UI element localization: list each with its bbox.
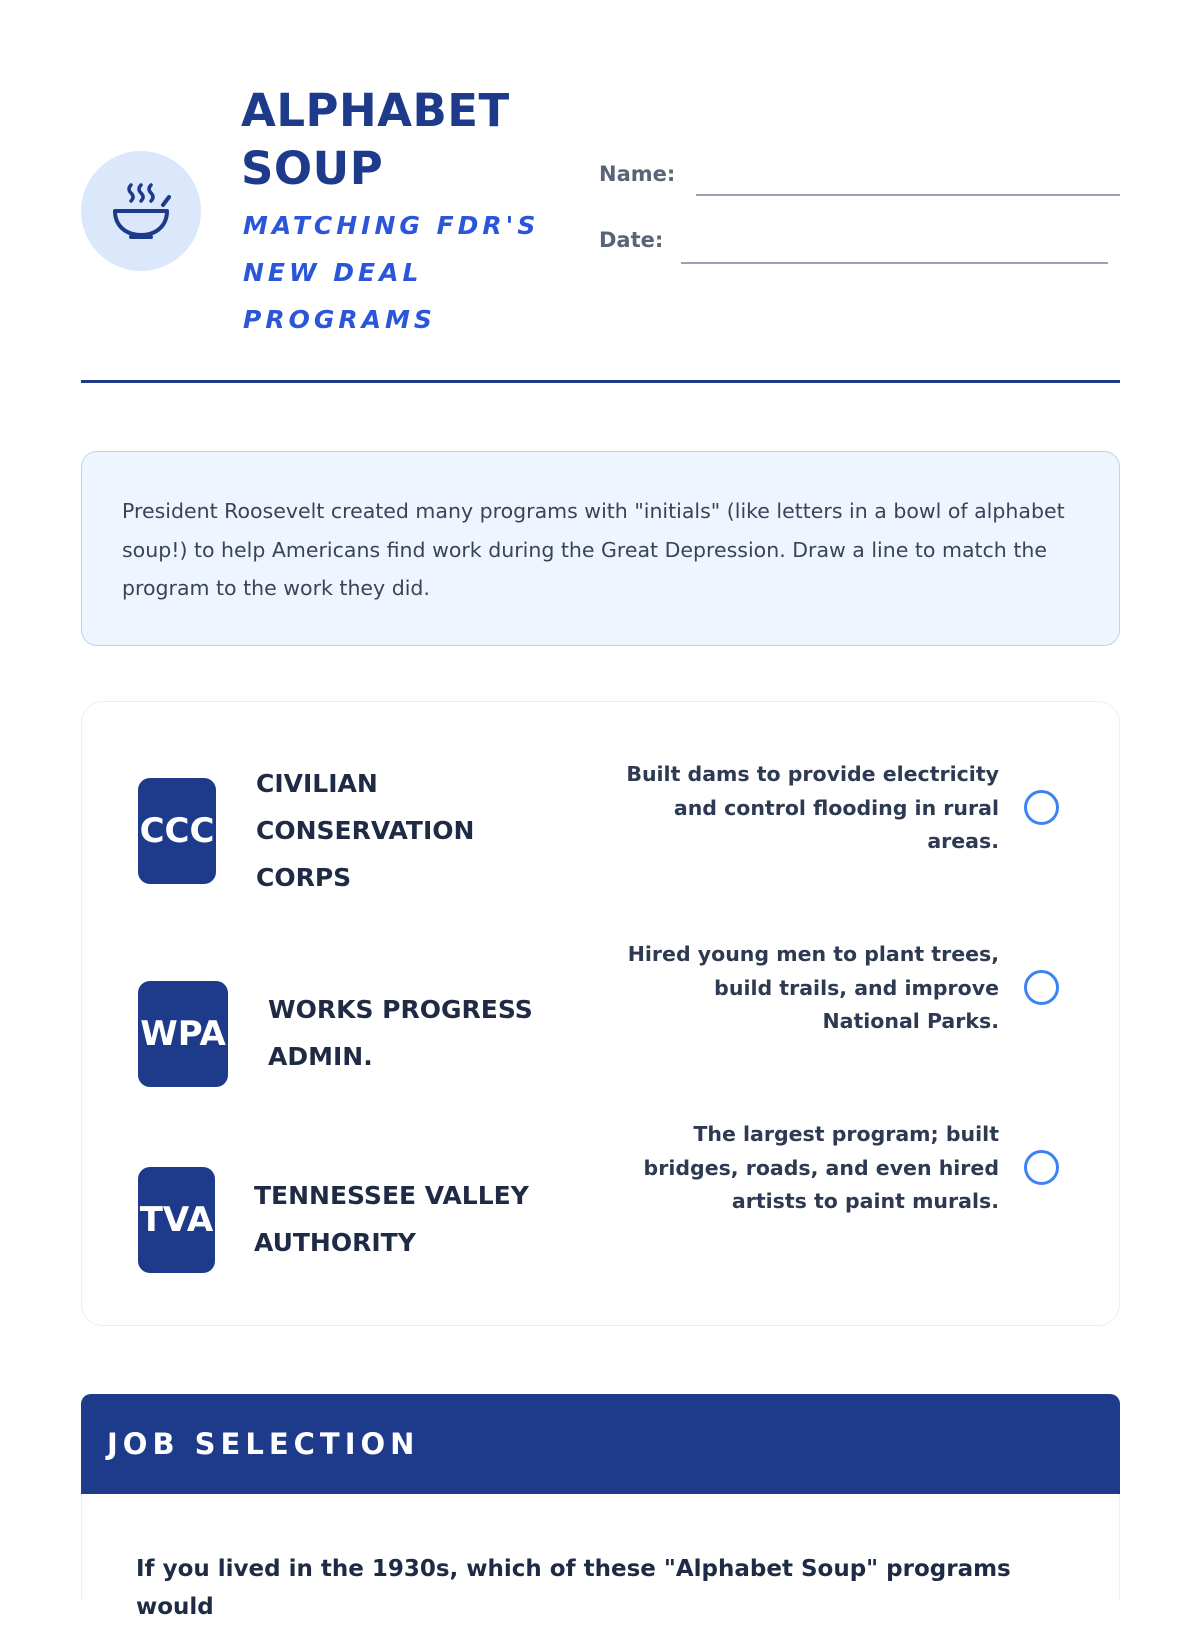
worksheet-header bbox=[81, 80, 1120, 380]
job-selection-body bbox=[81, 1494, 1120, 1620]
name-field[interactable] bbox=[696, 194, 1120, 196]
intro-box bbox=[81, 451, 1120, 646]
description-text: Built dams to provide electricity and control flooding in rural areas. bbox=[626, 762, 999, 853]
soup-bowl-icon bbox=[111, 181, 171, 241]
date-field[interactable] bbox=[681, 262, 1108, 264]
program-name: CIVILIAN CONSERVATION CORPS bbox=[256, 769, 475, 892]
intro-text: President Roosevelt created many programs with "initials" (like letters in a bowl of alphabet soup!) to help Americans find work during the Great Depression. Draw a line to match the program to the work they did. bbox=[122, 499, 1065, 600]
description-text: The largest program; built bridges, roads, and even hired artists to paint murals. bbox=[643, 1122, 999, 1213]
name-label: Name: bbox=[599, 162, 676, 186]
match-radio[interactable] bbox=[1024, 790, 1059, 825]
program-abbr-badge[interactable]: WPA bbox=[138, 981, 228, 1087]
header-divider bbox=[81, 380, 1120, 383]
program-name: TENNESSEE VALLEY AUTHORITY bbox=[254, 1181, 529, 1257]
worksheet-subtitle: MATCHING FDR'S NEW DEAL PROGRAMS bbox=[243, 211, 540, 334]
matching-card bbox=[81, 701, 1120, 1326]
job-selection-header: JOB SELECTION bbox=[81, 1394, 1120, 1494]
date-label: Date: bbox=[599, 228, 664, 252]
soup-icon-badge bbox=[81, 151, 201, 271]
match-radio[interactable] bbox=[1024, 970, 1059, 1005]
program-abbr-badge[interactable]: CCC bbox=[138, 778, 216, 884]
description-text: Hired young men to plant trees, build trails, and improve National Parks. bbox=[627, 942, 999, 1033]
program-abbr-badge[interactable]: TVA bbox=[138, 1167, 215, 1273]
program-name: WORKS PROGRESS ADMIN. bbox=[268, 995, 533, 1071]
match-radio[interactable] bbox=[1024, 1150, 1059, 1185]
job-selection-question: If you lived in the 1930s, which of these "Alphabet Soup" programs would bbox=[136, 1556, 1011, 1620]
worksheet-title: ALPHABET SOUP bbox=[241, 84, 510, 195]
